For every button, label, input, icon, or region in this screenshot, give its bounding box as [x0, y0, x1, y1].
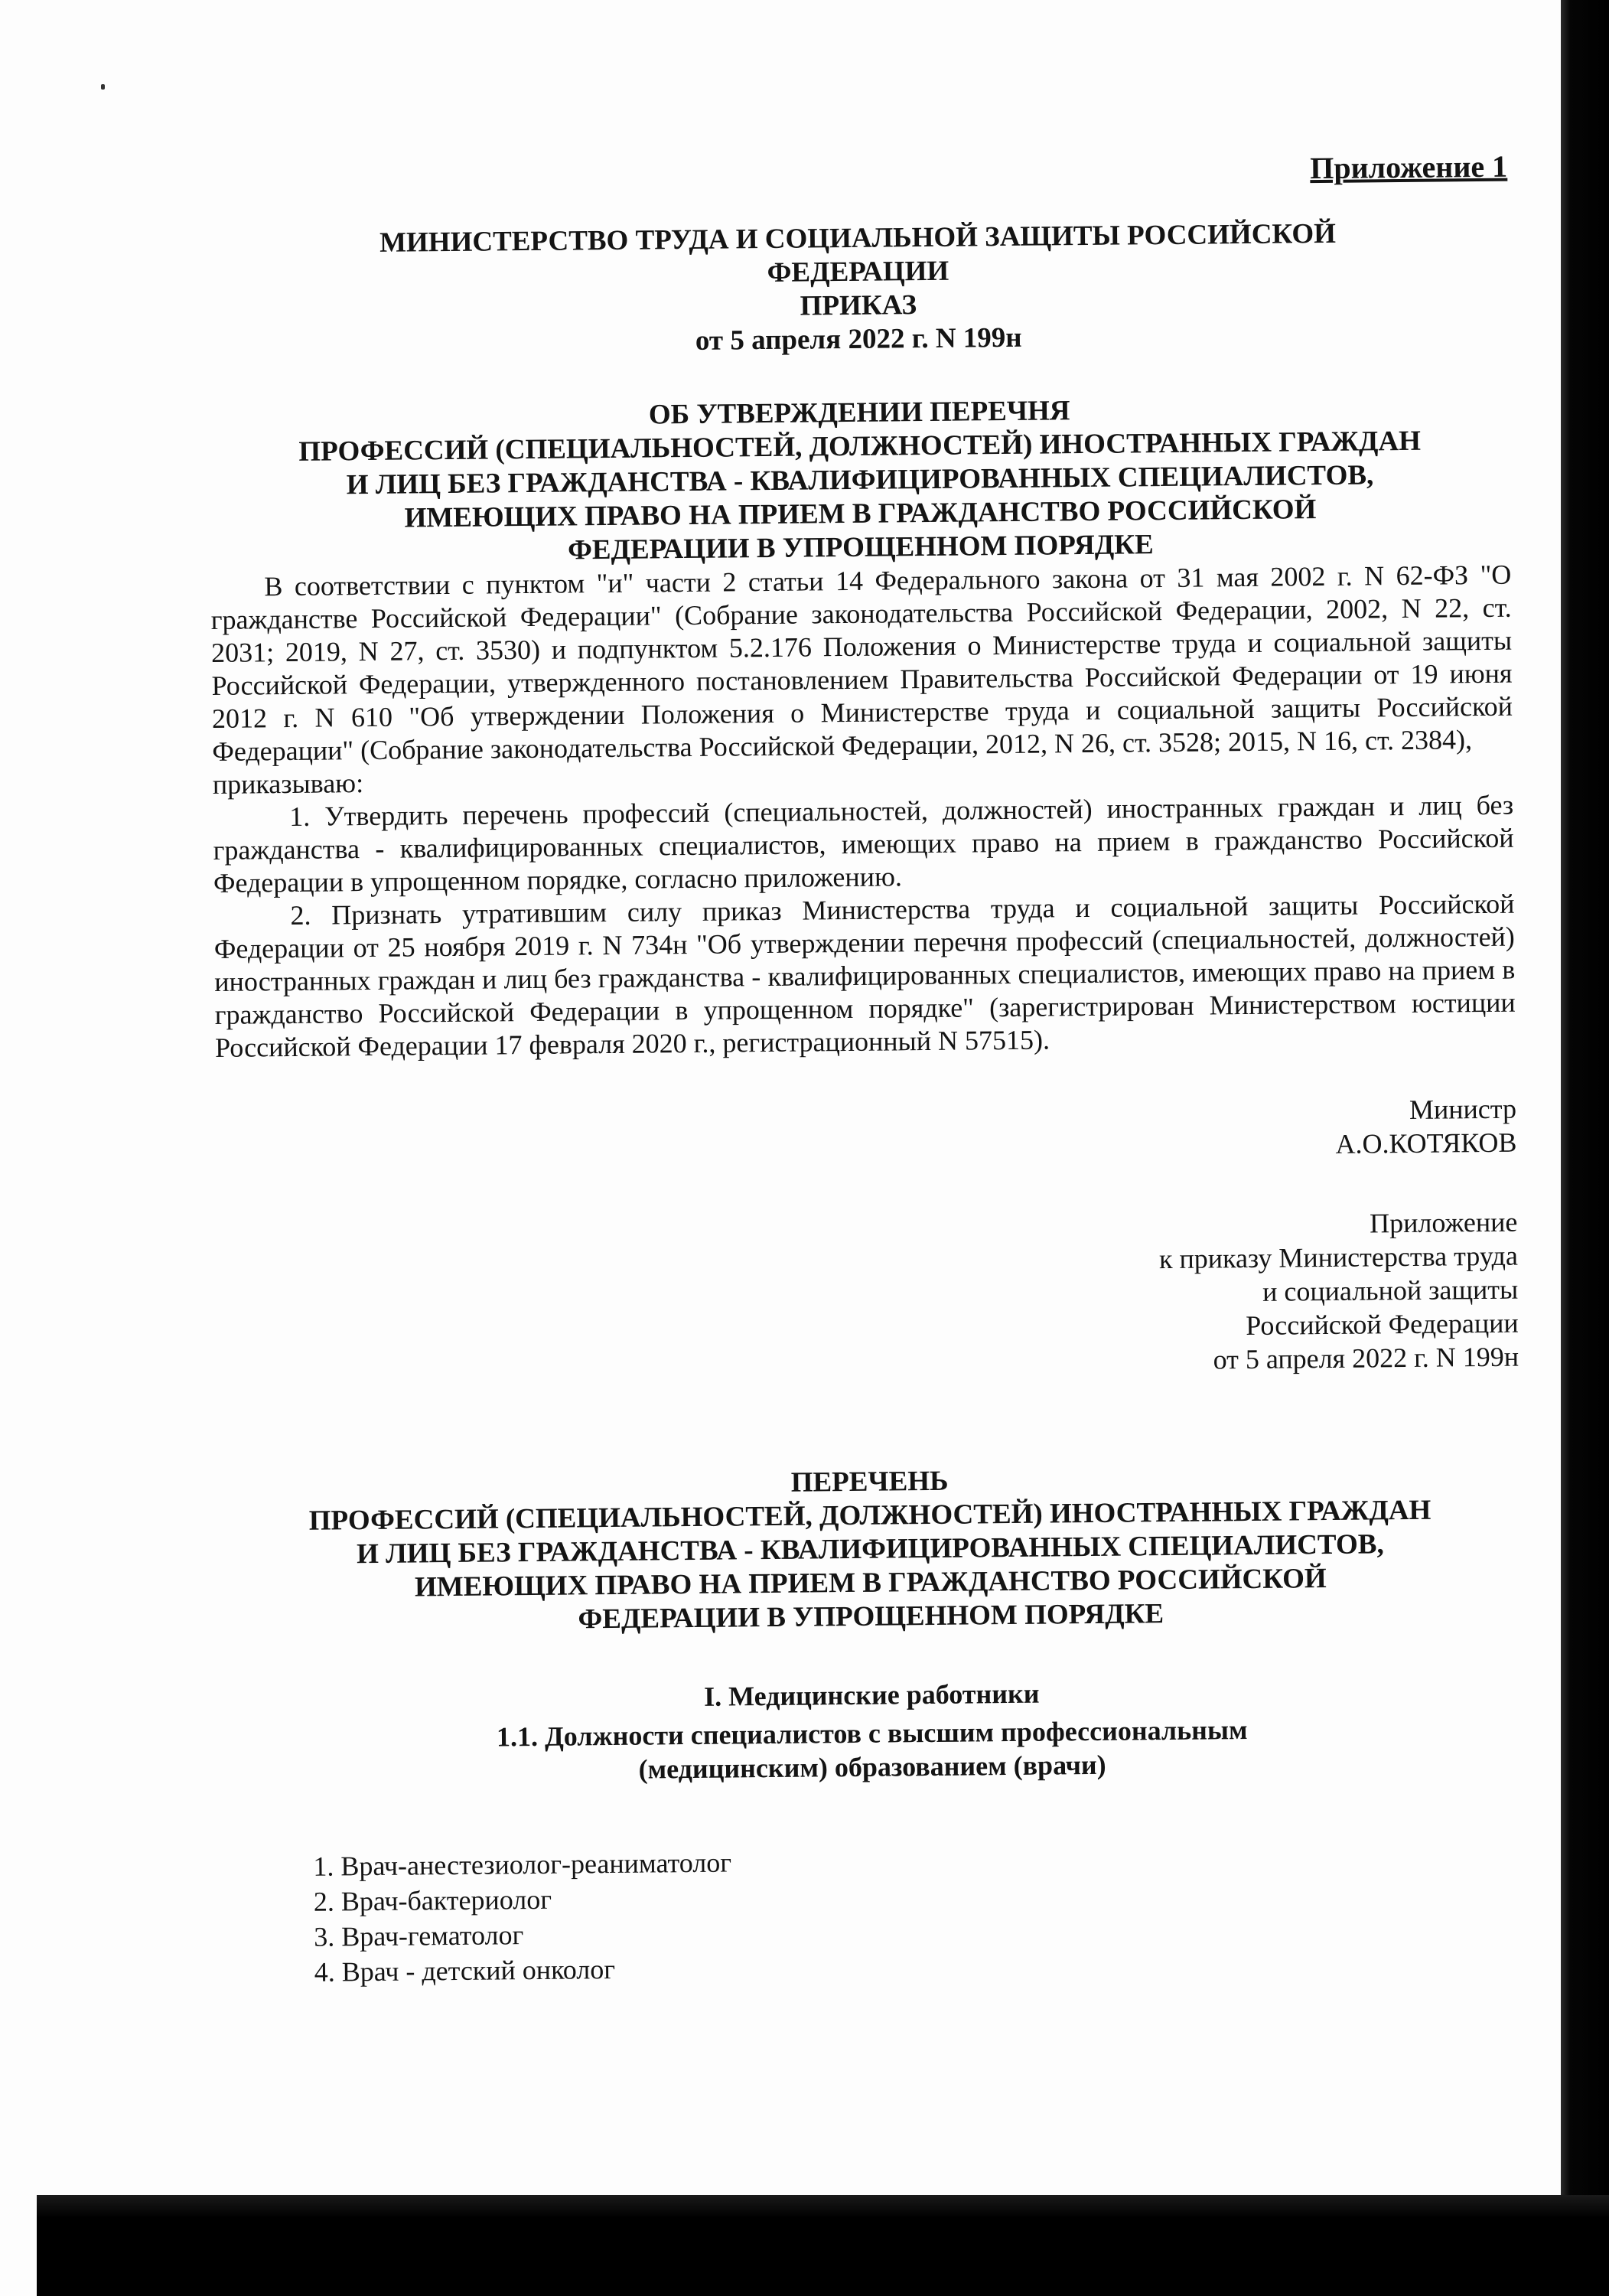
approval-line-1: Приложение [1369, 1206, 1518, 1239]
scan-bottom-border [37, 2195, 1609, 2296]
subsection-line-2: (медицинским) образованием (врачи) [638, 1749, 1106, 1785]
order-body [210, 559, 1516, 1065]
list-title-line-2: ПРОФЕССИЙ (СПЕЦИАЛЬНОСТЕЙ, ДОЛЖНОСТЕЙ) ИНОСТРАННЫХ ГРАЖДАН [308, 1494, 1431, 1537]
subsection-heading [222, 1711, 1523, 1790]
signer-name: А.О.КОТЯКОВ [1335, 1127, 1517, 1159]
signature-block [216, 1092, 1517, 1172]
approval-line-4: Российской Федерации [1246, 1307, 1519, 1342]
signer-title: Министр [1409, 1093, 1517, 1125]
list-title [219, 1459, 1521, 1640]
subsection-line-1: 1.1. Должности специалистов с высшим профессиональным [496, 1714, 1248, 1753]
list-item: 2. Врач-бактериолог [313, 1883, 552, 1917]
order-title-line-1: ОБ УТВЕРЖДЕНИИ ПЕРЕЧНЯ [648, 395, 1070, 431]
list-title-line-5: ФЕДЕРАЦИИ В УПРОЩЕННОМ ПОРЯДКЕ [578, 1598, 1164, 1636]
list-item: 3. Врач-гематолог [314, 1919, 524, 1952]
scan-right-border [1561, 0, 1609, 2296]
list-title-line-4: ИМЕЮЩИХ ПРАВО НА ПРИЕМ В ГРАЖДАНСТВО РОССИЙСКОЙ [414, 1563, 1327, 1603]
approval-line-5: от 5 апреля 2022 г. N 199н [1213, 1341, 1519, 1375]
preamble-paragraph: В соответствии с пунктом "и" части 2 статьи 14 Федерального закона от 31 мая 2002 г. N 62-ФЗ "О гражданстве Российской Федерации" (Собрание законодательства Российской Федерации, 2002, N 22, ст. 2031; 2019, N 27, ст. 3530) и подпунктом 5.2.176 Положения о Министерстве труда и социальной защиты Российской Федерации, утвержденного постановлением Правительства Российской Федерации от 19 июня 2012 г. N 610 "Об утверждении Положения о Министерстве труда и социальной защиты Российской Федерации" (Собрание законодательства Российской Федерации, 2012, N 26, ст. 3528; 2015, N 16, ст. 2384), [210, 559, 1513, 767]
ministry-header [207, 216, 1510, 363]
list-item: 1. Врач-анестезиолог-реаниматолог [313, 1847, 732, 1882]
order-title-line-4: ИМЕЮЩИХ ПРАВО НА ПРИЕМ В ГРАЖДАНСТВО РОССИЙСКОЙ [404, 494, 1317, 534]
order-title-line-5: ФЕДЕРАЦИИ В УПРОЩЕННОМ ПОРЯДКЕ [567, 529, 1154, 566]
approval-line-2: к приказу Министерства труда [1158, 1240, 1519, 1275]
order-point-1: 1. Утвердить перечень профессий (специальностей, должностей) иностранных граждан и лиц без гражданства - квалифицированных специалистов, имеющих право на прием в гражданство Российской Федерации в упрощенном порядке, согласно приложению. [213, 789, 1514, 899]
order-title-line-3: И ЛИЦ БЕЗ ГРАЖДАНСТВА - КВАЛИФИЦИРОВАННЫХ СПЕЦИАЛИСТОВ, [346, 459, 1374, 501]
approval-line-3: и социальной защиты [1262, 1274, 1519, 1307]
document-type: ПРИКАЗ [800, 289, 917, 322]
list-title-line-3: И ЛИЦ БЕЗ ГРАЖДАНСТВА - КВАЛИФИЦИРОВАННЫХ СПЕЦИАЛИСТОВ, [356, 1528, 1384, 1570]
ministry-line-2: ФЕДЕРАЦИИ [767, 255, 949, 289]
order-point-2: 2. Признать утратившим силу приказ Министерства труда и социальной защиты Российской Федерации от 25 ноября 2019 г. N 734н "Об утверждении перечня профессий (специальностей, должностей) иностранных граждан и лиц без гражданства - квалифицированных специалистов, имеющих право на прием в гражданство Российской Федерации в упрощенном порядке" (зарегистрирован Министерством юстиции Российской Федерации 17 февраля 2020 г., регистрационный N 57515). [213, 888, 1516, 1063]
list-title-line-1: ПЕРЕЧЕНЬ [790, 1465, 949, 1499]
approval-block [217, 1205, 1519, 1386]
order-title [209, 390, 1511, 571]
document-content [207, 148, 1525, 1991]
order-title-line-2: ПРОФЕССИЙ (СПЕЦИАЛЬНОСТЕЙ, ДОЛЖНОСТЕЙ) ИНОСТРАННЫХ ГРАЖДАН [298, 425, 1422, 468]
job-list [313, 1838, 1525, 1990]
list-item: 4. Врач - детский онколог [314, 1953, 616, 1988]
order-word: приказываю: [212, 768, 364, 800]
order-date-number: от 5 апреля 2022 г. N 199н [695, 321, 1022, 357]
appendix-label: Приложение 1 [1310, 148, 1508, 186]
ministry-line-1: МИНИСТЕРСТВО ТРУДА И СОЦИАЛЬНОЙ ЗАЩИТЫ РОССИЙСКОЙ [379, 217, 1337, 259]
scan-speck [101, 84, 105, 90]
section-heading: I. Медицинские работники [703, 1678, 1040, 1712]
